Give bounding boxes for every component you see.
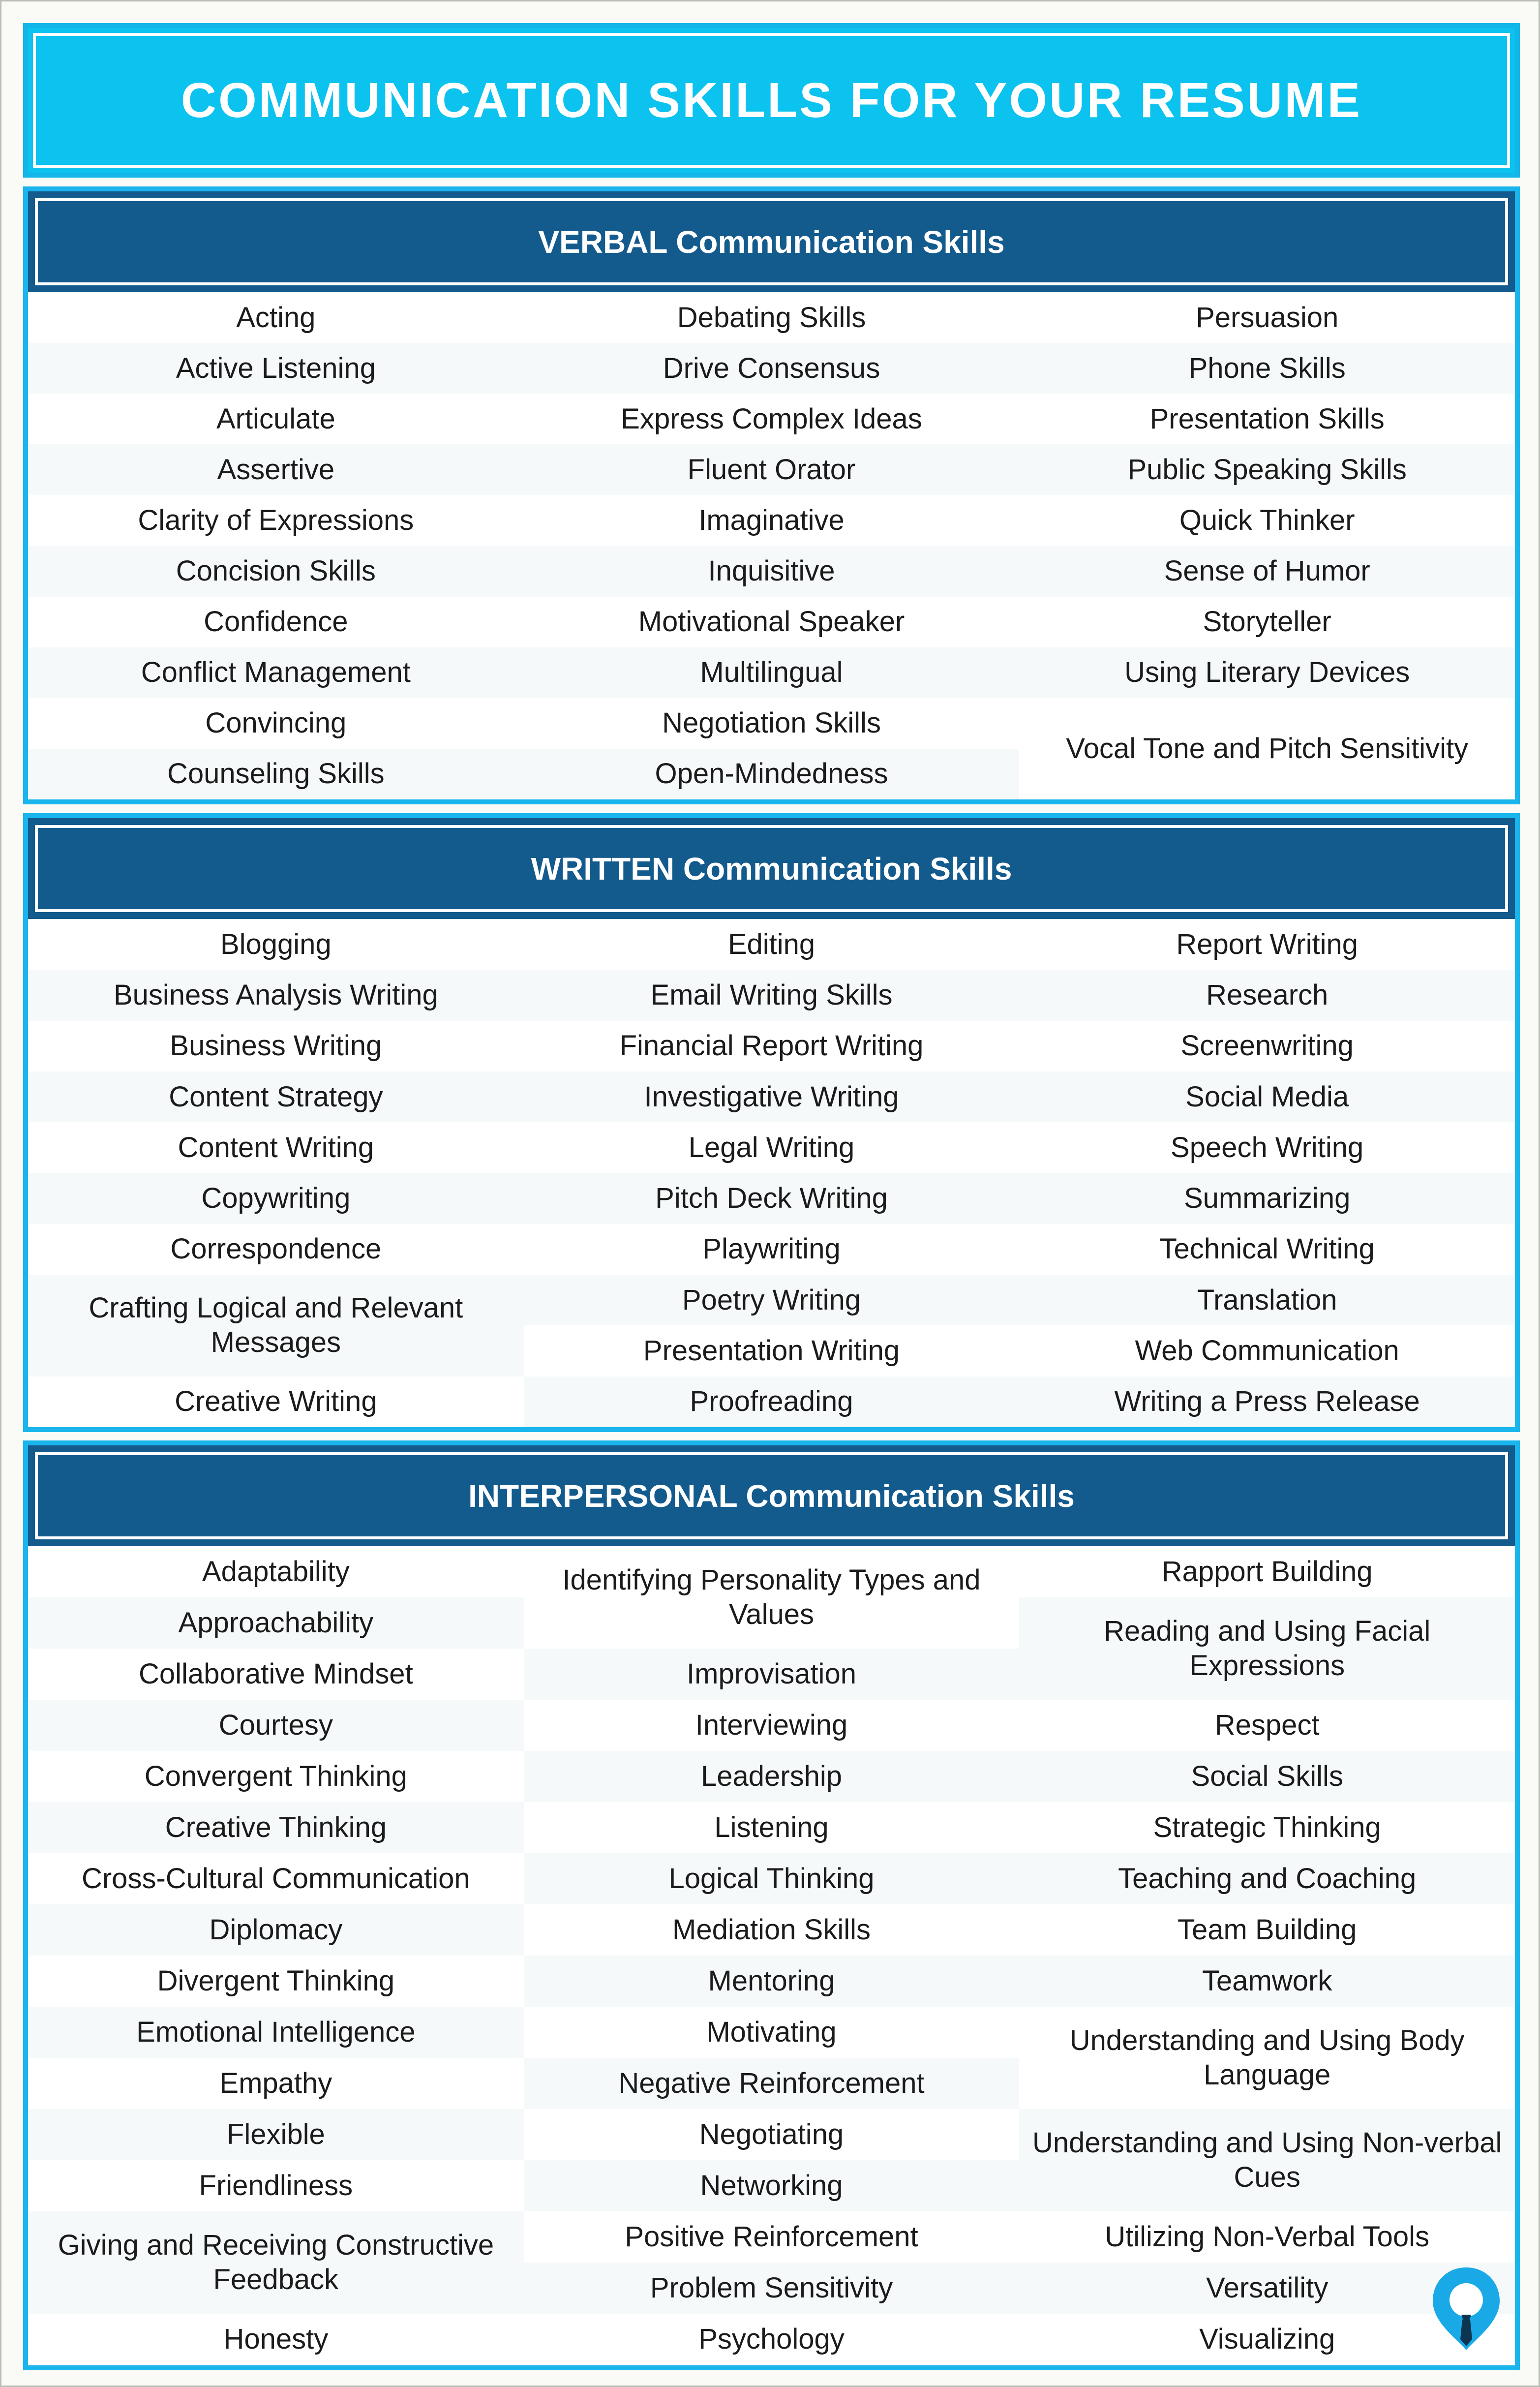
title-banner <box>23 23 1520 178</box>
skill-item: Phone Skills <box>1019 343 1515 394</box>
skill-item: Writing a Press Release <box>1019 1377 1515 1427</box>
skill-item: Fluent Orator <box>524 444 1020 495</box>
skill-item: Respect <box>1214 1709 1320 1741</box>
skill-item: Articulate <box>216 402 335 435</box>
skill-item: Social Skills <box>1019 1751 1515 1802</box>
skill-item: Negotiation Skills <box>662 707 881 739</box>
skill-item: Problem Sensitivity <box>524 2263 1020 2314</box>
skill-item: Divergent Thinking <box>157 1965 395 1997</box>
skill-item: Screenwriting <box>1180 1030 1354 1062</box>
skill-item: Presentation Writing <box>643 1335 900 1367</box>
skill-item: Convincing <box>205 707 347 739</box>
skill-item: Creative Writing <box>175 1385 377 1418</box>
skill-item: Negotiating <box>699 2118 844 2150</box>
skill-item: Convergent Thinking <box>144 1760 407 1792</box>
skill-item: Research <box>1019 970 1515 1020</box>
location-pin-tie-icon <box>1430 2265 1503 2352</box>
skill-item: Leadership <box>524 1751 1020 1802</box>
skills-column <box>524 919 1020 1427</box>
section-title: VERBAL Communication Skills <box>538 224 1005 260</box>
skill-item: Content Strategy <box>28 1071 524 1122</box>
skill-item: Utilizing Non-Verbal Tools <box>1105 2221 1430 2253</box>
skill-item: Social Media <box>1019 1071 1515 1122</box>
skill-item: Legal Writing <box>688 1131 855 1163</box>
skill-item: Mentoring <box>524 1956 1020 2007</box>
skill-item: Storyteller <box>1203 606 1331 638</box>
skill-item: Multilingual <box>524 647 1020 698</box>
skill-item: Logical Thinking <box>524 1853 1020 1904</box>
skills-grid <box>28 1546 1515 2365</box>
section-header <box>28 1445 1515 1546</box>
skill-item: Debating Skills <box>677 301 866 334</box>
skill-item: Networking <box>524 2160 1020 2211</box>
skill-item: Versatility <box>1019 2263 1515 2314</box>
skill-item: Rapport Building <box>1161 1556 1373 1588</box>
section-title: WRITTEN Communication Skills <box>531 851 1012 887</box>
skill-item: Report Writing <box>1176 928 1358 960</box>
skill-item: Mediation Skills <box>672 1914 871 1946</box>
skill-item: Positive Reinforcement <box>625 2221 918 2253</box>
skill-item: Playwriting <box>702 1233 841 1265</box>
skill-item: Financial Report Writing <box>619 1030 924 1062</box>
interpersonal-section <box>23 1440 1520 2370</box>
skills-grid <box>28 292 1515 799</box>
skills-column <box>524 1546 1020 2365</box>
skill-item: Approachability <box>28 1597 524 1649</box>
skill-item: Summarizing <box>1019 1173 1515 1224</box>
skill-item: Improvisation <box>524 1649 1020 1700</box>
page-title: COMMUNICATION SKILLS FOR YOUR RESUME <box>181 72 1362 128</box>
skills-grid <box>28 919 1515 1427</box>
skill-item: Express Complex Ideas <box>621 402 922 435</box>
skill-item: Poetry Writing <box>524 1275 1020 1325</box>
skill-item: Teamwork <box>1019 1956 1515 2007</box>
skill-item: Listening <box>714 1811 829 1843</box>
skill-item: Business Analysis Writing <box>28 970 524 1020</box>
skill-item: Proofreading <box>524 1377 1020 1427</box>
skill-item: Courtesy <box>28 1700 524 1751</box>
skill-item: Editing <box>727 928 815 960</box>
skill-item: Assertive <box>28 444 524 495</box>
skill-item: Emotional Intelligence <box>28 2007 524 2058</box>
skill-item: Empathy <box>219 2067 332 2099</box>
skill-item: Flexible <box>28 2109 524 2160</box>
skill-item: Psychology <box>698 2323 845 2355</box>
skill-item: Giving and Receiving Constructive Feedback <box>28 2211 524 2314</box>
section-header-frame <box>35 1452 1508 1539</box>
written-section <box>23 813 1520 1432</box>
skill-item: Sense of Humor <box>1019 546 1515 596</box>
skill-item: Reading and Using Facial Expressions <box>1019 1597 1515 1700</box>
skills-column <box>1019 292 1515 799</box>
section-header-frame <box>35 825 1508 912</box>
skill-item: Diplomacy <box>28 1904 524 1956</box>
skill-item: Strategic Thinking <box>1153 1811 1381 1843</box>
skill-item: Visualizing <box>1199 2323 1335 2355</box>
skill-item: Translation <box>1019 1275 1515 1325</box>
skill-item: Open-Mindedness <box>524 749 1020 799</box>
section-header-frame <box>35 198 1508 285</box>
skill-item: Email Writing Skills <box>524 970 1020 1020</box>
section-header <box>28 191 1515 292</box>
skill-item: Active Listening <box>28 343 524 394</box>
skill-item: Concision Skills <box>28 546 524 596</box>
section-header <box>28 818 1515 919</box>
skill-item: Business Writing <box>170 1030 382 1062</box>
skill-item: Speech Writing <box>1171 1131 1364 1163</box>
skill-item: Inquisitive <box>524 546 1020 596</box>
skill-item: Acting <box>236 301 316 334</box>
skill-item: Pitch Deck Writing <box>524 1173 1020 1224</box>
skills-column <box>28 1546 524 2365</box>
skill-item: Correspondence <box>170 1233 382 1265</box>
skill-item: Vocal Tone and Pitch Sensitivity <box>1066 732 1469 765</box>
skill-item: Clarity of Expressions <box>138 504 414 536</box>
skill-item: Drive Consensus <box>524 343 1020 394</box>
skills-column <box>1019 1546 1515 2365</box>
skill-item: Cross-Cultural Communication <box>81 1863 470 1895</box>
skill-item: Copywriting <box>28 1173 524 1224</box>
skill-item: Crafting Logical and Relevant Messages <box>28 1275 524 1377</box>
skill-item: Conflict Management <box>28 647 524 698</box>
skill-item: Blogging <box>220 928 332 960</box>
skill-item: Honesty <box>223 2323 329 2355</box>
skill-item: Teaching and Coaching <box>1019 1853 1515 1904</box>
skill-item: Imaginative <box>698 504 845 536</box>
skill-item: Technical Writing <box>1159 1233 1375 1265</box>
skill-item: Confidence <box>204 606 348 638</box>
skill-item: Using Literary Devices <box>1019 647 1515 698</box>
skill-item: Team Building <box>1178 1914 1357 1946</box>
skill-item: Interviewing <box>695 1709 848 1741</box>
section-title: INTERPERSONAL Communication Skills <box>468 1478 1075 1514</box>
skill-item: Understanding and Using Body Language <box>1069 2024 1465 2091</box>
skill-item: Content Writing <box>178 1131 374 1163</box>
verbal-section <box>23 186 1520 804</box>
skill-item: Quick Thinker <box>1179 504 1355 536</box>
skill-item: Counseling Skills <box>28 749 524 799</box>
skill-item: Friendliness <box>199 2170 353 2202</box>
skills-column <box>1019 919 1515 1427</box>
skill-item: Negative Reinforcement <box>524 2058 1020 2109</box>
title-frame <box>33 33 1510 168</box>
skill-item: Investigative Writing <box>524 1071 1020 1122</box>
skill-item: Public Speaking Skills <box>1019 444 1515 495</box>
skill-item: Understanding and Using Non-verbal Cues <box>1019 2109 1515 2211</box>
skill-item: Persuasion <box>1196 301 1339 334</box>
skill-item: Adaptability <box>202 1556 350 1588</box>
skill-item: Collaborative Mindset <box>138 1658 413 1690</box>
skill-item: Motivating <box>706 2016 837 2048</box>
skill-item: Motivational Speaker <box>638 606 905 638</box>
skills-column <box>524 292 1020 799</box>
skill-item: Identifying Personality Types and Values <box>562 1564 981 1630</box>
skill-item: Creative Thinking <box>28 1802 524 1853</box>
skill-item: Presentation Skills <box>1149 402 1385 435</box>
skill-item: Web Communication <box>1135 1335 1399 1367</box>
skills-column <box>28 292 524 799</box>
skills-column <box>28 919 524 1427</box>
